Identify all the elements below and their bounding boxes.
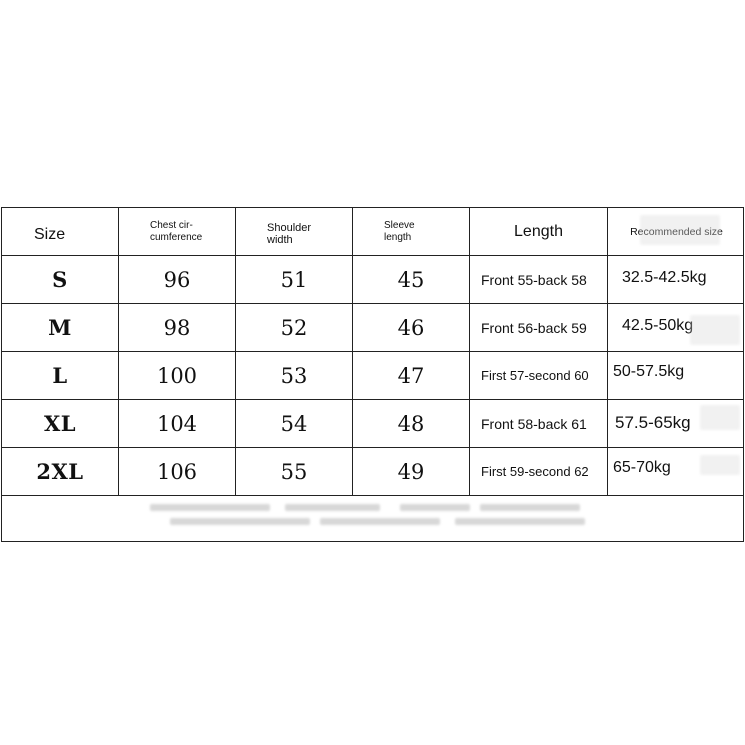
chest-cell: 98 bbox=[119, 304, 236, 351]
sleeve-cell: 45 bbox=[353, 256, 470, 303]
length-cell: Front 56-back 59 bbox=[470, 304, 608, 351]
sleeve-cell: 48 bbox=[353, 400, 470, 447]
header-length: Length bbox=[470, 208, 608, 255]
header-shoulder: Shoulder width bbox=[236, 208, 353, 255]
shoulder-cell: 54 bbox=[236, 400, 353, 447]
size-cell: S bbox=[2, 256, 119, 303]
recommended-cell: 42.5-50kg bbox=[622, 317, 694, 334]
faded-mark bbox=[700, 455, 740, 475]
table-row bbox=[2, 400, 743, 448]
table-row bbox=[2, 256, 743, 304]
faded-mark bbox=[690, 315, 740, 345]
header-chest: Chest cir- cumference bbox=[119, 208, 236, 255]
sleeve-cell: 49 bbox=[353, 448, 470, 495]
table-row bbox=[2, 352, 743, 400]
header-size: Size bbox=[2, 208, 119, 255]
recommended-cell: 32.5-42.5kg bbox=[622, 269, 707, 286]
recommended-cell: 50-57.5kg bbox=[613, 363, 685, 380]
sleeve-cell: 47 bbox=[353, 352, 470, 399]
faded-mark bbox=[700, 405, 740, 430]
faded-watermark-residue bbox=[150, 502, 590, 532]
length-cell: Front 55-back 58 bbox=[470, 256, 608, 303]
chest-cell: 104 bbox=[119, 400, 236, 447]
recommended-cell: 57.5-65kg bbox=[615, 413, 691, 432]
size-cell: M bbox=[2, 304, 119, 351]
table-row bbox=[2, 448, 743, 496]
sleeve-cell: 46 bbox=[353, 304, 470, 351]
chest-cell: 100 bbox=[119, 352, 236, 399]
size-cell: 2XL bbox=[2, 448, 119, 495]
size-chart-table bbox=[1, 207, 744, 542]
chest-cell: 106 bbox=[119, 448, 236, 495]
length-cell: First 57-second 60 bbox=[470, 352, 608, 399]
table-row bbox=[2, 304, 743, 352]
header-row bbox=[2, 208, 743, 256]
faded-mark bbox=[640, 215, 720, 245]
header-sleeve: Sleeve length bbox=[353, 208, 470, 255]
shoulder-cell: 55 bbox=[236, 448, 353, 495]
shoulder-cell: 52 bbox=[236, 304, 353, 351]
header-recommended: Recommended size bbox=[630, 225, 723, 238]
chest-cell: 96 bbox=[119, 256, 236, 303]
length-cell: First 59-second 62 bbox=[470, 448, 608, 495]
length-cell: Front 58-back 61 bbox=[470, 400, 608, 447]
shoulder-cell: 51 bbox=[236, 256, 353, 303]
shoulder-cell: 53 bbox=[236, 352, 353, 399]
size-cell: L bbox=[2, 352, 119, 399]
size-cell: XL bbox=[2, 400, 119, 447]
recommended-cell: 65-70kg bbox=[613, 459, 671, 476]
